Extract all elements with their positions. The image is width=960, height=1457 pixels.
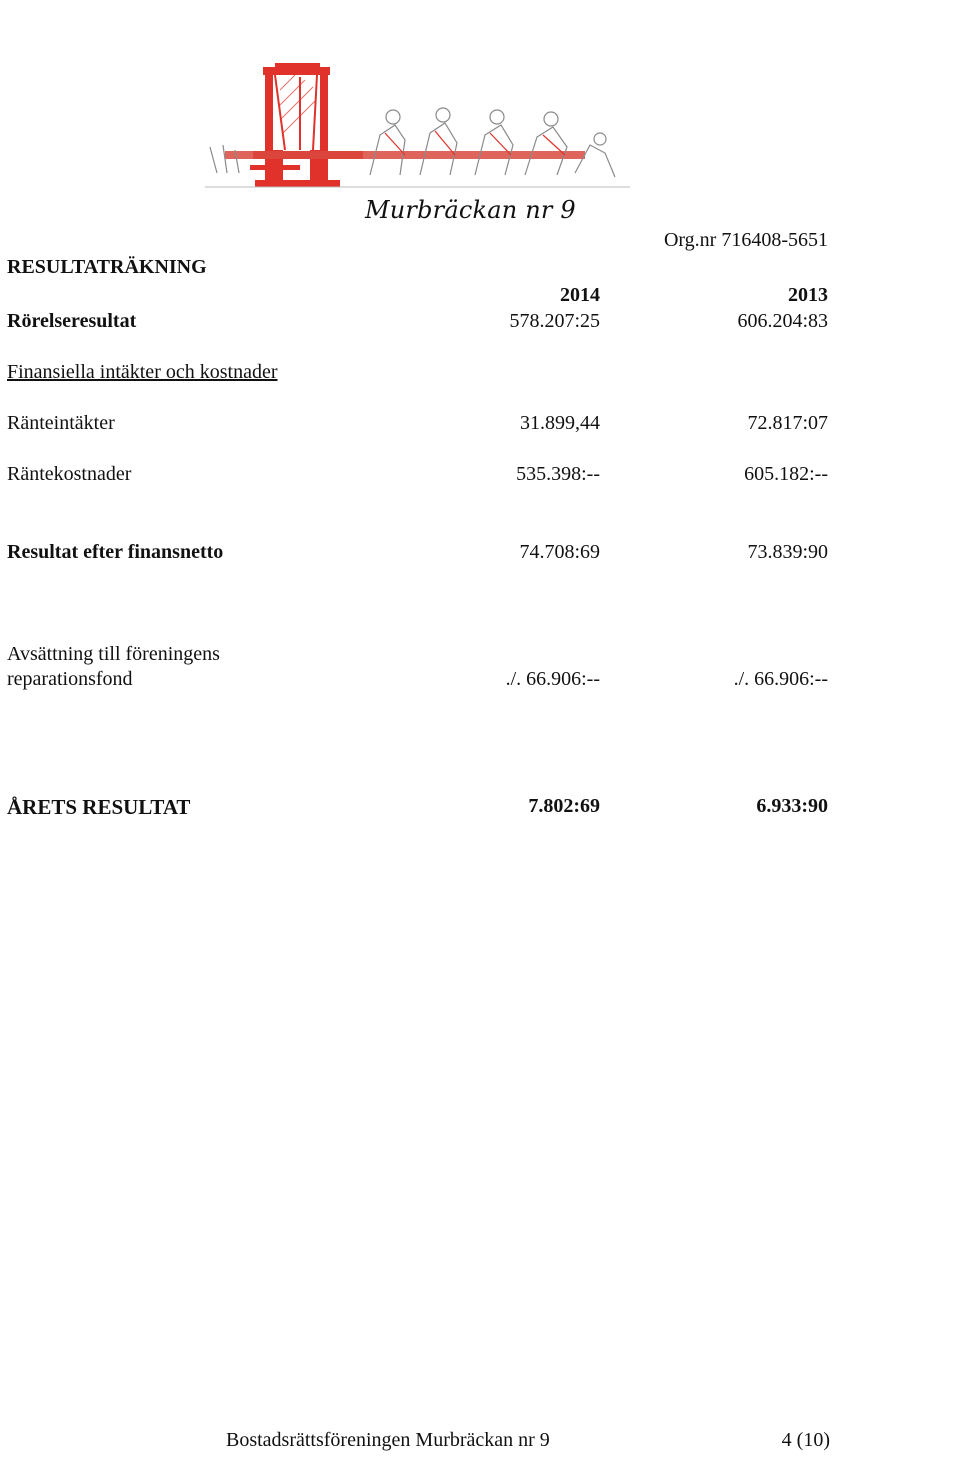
row-value-2014: ./. 66.906:-- <box>505 668 600 690</box>
row-label-rorelseresultat: Rörelseresultat <box>7 310 137 332</box>
footer-org-name: Bostadsrättsföreningen Murbräckan nr 9 <box>226 1429 550 1451</box>
row-value-2014: 578.207:25 <box>509 310 600 332</box>
row-value-2014: 7.802:69 <box>528 795 600 817</box>
row-label-arets-resultat: ÅRETS RESULTAT <box>7 795 191 819</box>
statement-title: RESULTATRÄKNING <box>7 256 207 278</box>
row-value-2013: 606.204:83 <box>737 310 828 332</box>
row-value-2013: 6.933:90 <box>756 795 828 817</box>
column-header-2014: 2014 <box>560 284 600 306</box>
row-value-2014: 31.899,44 <box>520 412 600 434</box>
row-value-2013: 72.817:07 <box>747 412 828 434</box>
logo-illustration <box>205 55 630 195</box>
row-value-2013: 73.839:90 <box>747 541 828 563</box>
row-label-avsattning-line2: reparationsfond <box>7 668 133 690</box>
row-label-resultat-efter-finansnetto: Resultat efter finansnetto <box>7 541 224 563</box>
row-value-2013: ./. 66.906:-- <box>733 668 828 690</box>
row-label-rantekostnader: Räntekostnader <box>7 463 132 485</box>
org-number: Org.nr 716408-5651 <box>663 229 828 251</box>
brand-name: Murbräckan nr 9 <box>365 196 576 224</box>
row-value-2014: 74.708:69 <box>519 541 600 563</box>
row-value-2014: 535.398:-- <box>516 463 600 485</box>
section-heading-finansiella: Finansiella intäkter och kostnader <box>7 361 278 383</box>
row-label-avsattning-line1: Avsättning till föreningens <box>7 643 220 665</box>
row-value-2013: 605.182:-- <box>744 463 828 485</box>
column-header-2013: 2013 <box>788 284 828 306</box>
row-label-ranteintakter: Ränteintäkter <box>7 412 115 434</box>
footer-page-number: 4 (10) <box>781 1429 830 1451</box>
